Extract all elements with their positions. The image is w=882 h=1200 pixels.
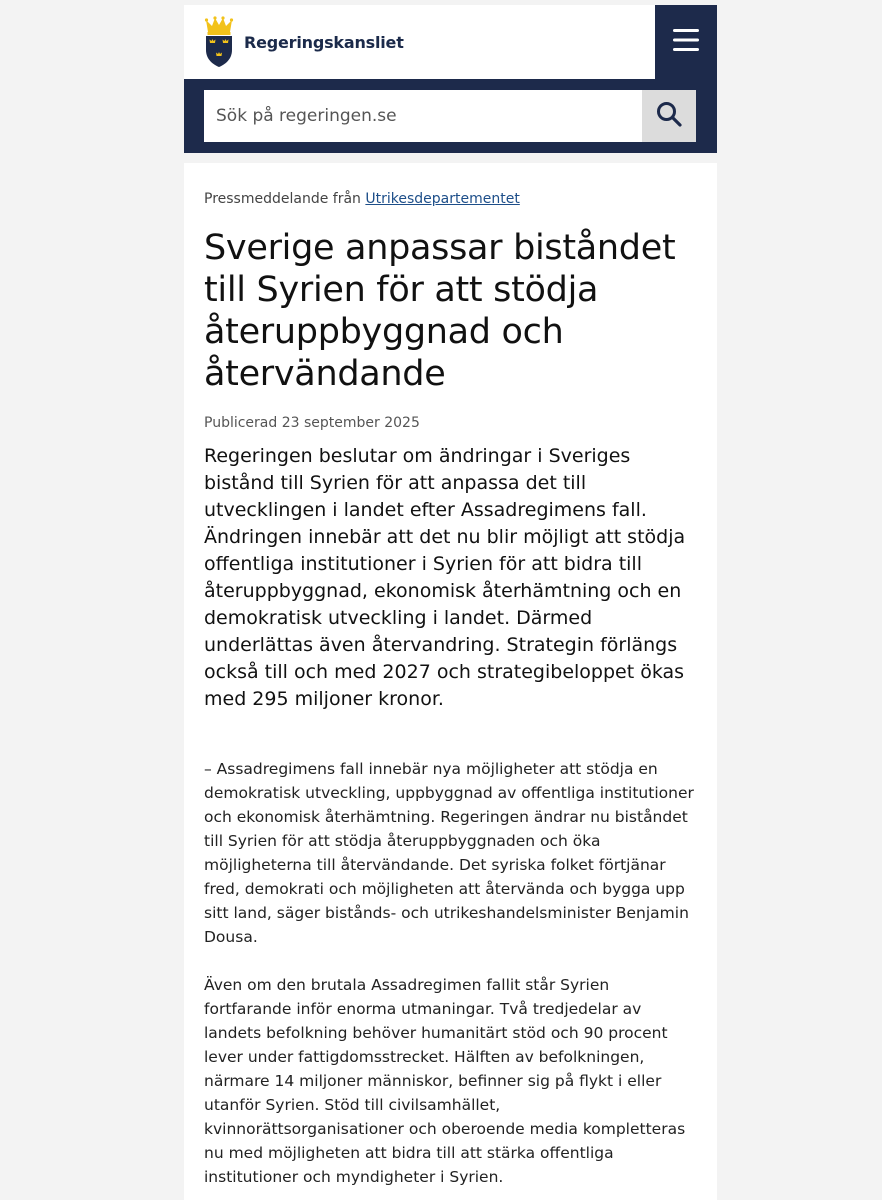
crown-shield-icon [204, 16, 234, 68]
published-date: Publicerad 23 september 2025 [204, 415, 420, 431]
article-kicker [204, 189, 697, 209]
kicker-prefix: Pressmeddelande från [204, 191, 366, 207]
page [184, 5, 717, 1200]
header-gap [184, 153, 717, 163]
page-title: Sverige anpassar biståndet till Syrien för att stödja återuppbyggnad och återvändande [204, 228, 676, 394]
body-paragraph: – Assadregimens fall innebär nya möjligheter att stödja en demokratisk utveckling, uppbyggnad av offentliga institutioner och ekonomisk återhämtning. Regeringen ändrar nu biståndet till Syrien för att stödja återuppbyggnaden och öka möjligheterna till återvändande. Det syriska folket förtjänar fred, demokrati och möjligheten att återvända och bygga upp sitt land, säger bistånds- och utrikeshandelsminister Benjamin Dousa. [204, 760, 694, 946]
logo-text: Regeringskansliet [244, 32, 404, 52]
search-button[interactable] [642, 90, 696, 142]
hamburger-menu-icon [673, 29, 699, 55]
body-paragraph: Även om den brutala Assadregimen fallit står Syrien fortfarande inför enorma utmaningar. Två tredjedelar av landets befolkning behöver humanitärt stöd och 90 procent lever under fattigdomsstrecket. Hälften av befolkningen, närmare 14 miljoner människor, befinner sig på flykt i eller utanför Syrien. Stöd till civilsamhället, kvinnorättsorganisationer och oberoende media kompletteras nu med möjligheten att bidra till att stärka offentliga institutioner och myndigheter i Syrien. [204, 976, 686, 1186]
search-bar [184, 79, 717, 153]
search-input[interactable] [204, 90, 642, 142]
article [184, 163, 717, 1189]
menu-button[interactable] [655, 5, 717, 79]
search-icon [656, 101, 682, 131]
article-lead: Regeringen beslutar om ändringar i Sveriges bistånd till Syrien för att anpassa det till utvecklingen i landet efter Assadregimens fall. Ändringen innebär att det nu blir möjligt att stödja offentliga institutioner i Syrien för att bidra till återuppbyggnad, ekonomisk återhämtning och en demokratisk utveckling i landet. Därmed underlättas även återvandring. Strategin förlängs också till och med 2027 och strategibeloppet ökas med 295 miljoner kronor. [204, 445, 686, 710]
site-logo[interactable] [204, 16, 404, 68]
department-link[interactable]: Utrikesdepartementet [365, 191, 520, 207]
site-header [184, 5, 717, 79]
